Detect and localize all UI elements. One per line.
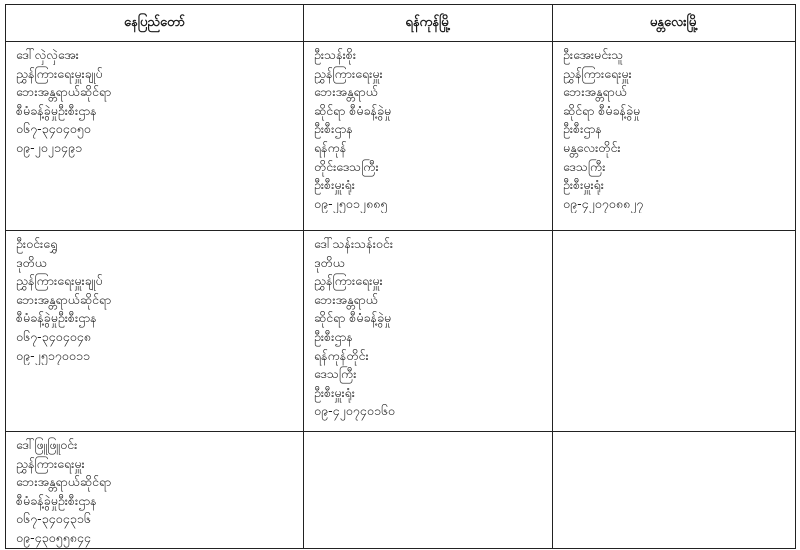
contact-line: ဦးစီးမှူးရုံး [314,384,355,400]
contact-line: မန္တလေးတိုင်း [563,139,621,155]
table-cell [6,432,304,549]
contact-line: ရန်ကုန် [314,139,347,155]
contact-line: ဦးစီးမှူးရုံး [314,177,355,193]
contacts-table [5,4,796,549]
contact-entry [304,231,552,421]
contact-entry [553,42,795,213]
header-yangon: ရန်ကုန်မြို့ [304,5,553,42]
contact-line: ဘေးအန္တရာယ်ဆိုင်ရာ [16,474,112,490]
table-row [6,231,796,432]
contact-line: ဒေါ်လှဲလှဲအေး [16,47,79,62]
contact-line: ဘေးအန္တရာယ် [563,84,627,100]
contact-line: ၀၆၇-၃၄၀၄၀၄၈ [16,328,91,344]
header-row [6,5,796,42]
contact-line: ၀၉-၄၂၀၇၄၀၁၆၀ [314,403,395,419]
contact-entry [304,432,552,436]
contact-line: ဒေသကြီး [563,158,606,174]
contact-line: ဆိုင်ရာ စီမံခန့်ခွဲမှု [563,102,641,118]
contact-directory [5,4,795,548]
table-cell [553,42,796,231]
contact-line: ညွှန်ကြားရေးမှူး [563,65,632,81]
contact-entry [6,42,303,158]
contact-entry [6,231,303,365]
table-row [6,432,796,549]
table-cell-empty [304,432,553,549]
contact-line: ၀၆၇-၃၄၀၄၃၁၆ [16,511,91,527]
contact-line: ဒုတိယ [314,254,345,270]
table-cell [6,42,304,231]
contact-line: စီမံခန့်ခွဲမှုဦးစီးဌာန [16,102,97,118]
contact-line: ဘေးအန္တရာယ်ဆိုင်ရာ [16,291,112,307]
contact-line: တိုင်းဒေသကြီး [314,158,379,174]
table-cell [304,231,553,432]
contact-line: ဦးသန်းစိုး [314,47,357,62]
contact-entry [6,432,303,548]
contact-line: ၀၉-၂၅၀၁၂၈၈၅ [314,195,388,211]
contact-entry [304,42,552,213]
contact-line: ဦးစီးဌာန [314,121,353,137]
contact-line: ဘေးအန္တရာယ်ဆိုင်ရာ [16,84,112,100]
table-cell [304,42,553,231]
contact-line: ဒေါ်သန်းသန်းဝင်း [314,236,394,251]
contact-line: ညွှန်ကြားရေးမှူး [16,455,85,471]
contact-line: စီမံခန့်ခွဲမှုဦးစီးဌာန [16,492,97,508]
contact-line: ညွှန်ကြားရေးမှူး [314,65,383,81]
contact-line: ၀၉-၄၂၀၇၀၈၈၂၇ [563,195,644,211]
contact-line: ဦးစီးဌာန [314,328,353,344]
contact-line: ဒုတိယ [16,254,47,270]
contact-line: ဦးစီးဌာန [563,121,602,137]
contact-line: ညွှန်ကြားရေးမှူးချုပ် [16,65,103,81]
contact-line: ၀၉-၂၅၁၇၀၀၁၁ [16,347,90,363]
contact-line: ဆိုင်ရာ စီမံခန့်ခွဲမှု [314,310,392,326]
contact-line: ညွှန်ကြားရေးမှူး [314,273,383,289]
contact-entry [553,432,795,436]
contact-line: ၀၉-၂၀၂၁၄၉၁ [16,139,83,155]
contact-line: ဒေါ်ဖြူဖြူဝင်း [16,437,78,452]
contact-line: ဦးစီးမှူးရုံး [563,177,604,193]
contact-line: ဦးအေးမင်းသူ [563,47,624,62]
contact-line: ဘေးအန္တရာယ် [314,84,378,100]
header-mandalay: မန္တလေးမြို့ [553,5,796,42]
table-cell-empty [553,231,796,432]
contact-entry [553,231,795,235]
contact-line: ၀၉-၄၃၀၅၅၈၄၄ [16,529,91,545]
contact-line: စီမံခန့်ခွဲမှုဦးစီးဌာန [16,310,97,326]
contact-line: ၀၆၇-၃၄၀၄၀၅၀ [16,121,91,137]
header-naypyitaw: နေပြည်တော် [6,5,304,42]
contact-line: ဒေသကြီး [314,366,357,382]
table-cell [6,231,304,432]
contact-line: ရန်ကုန်တိုင်း [314,347,369,363]
contact-line: ညွှန်ကြားရေးမှူးချုပ် [16,273,103,289]
table-cell-empty [553,432,796,549]
contact-line: ဦးဝင်းရွှေ [16,236,58,251]
contact-line: ဘေးအန္တရာယ် [314,291,378,307]
contact-line: ဆိုင်ရာ စီမံခန့်ခွဲမှု [314,102,392,118]
table-row [6,42,796,231]
